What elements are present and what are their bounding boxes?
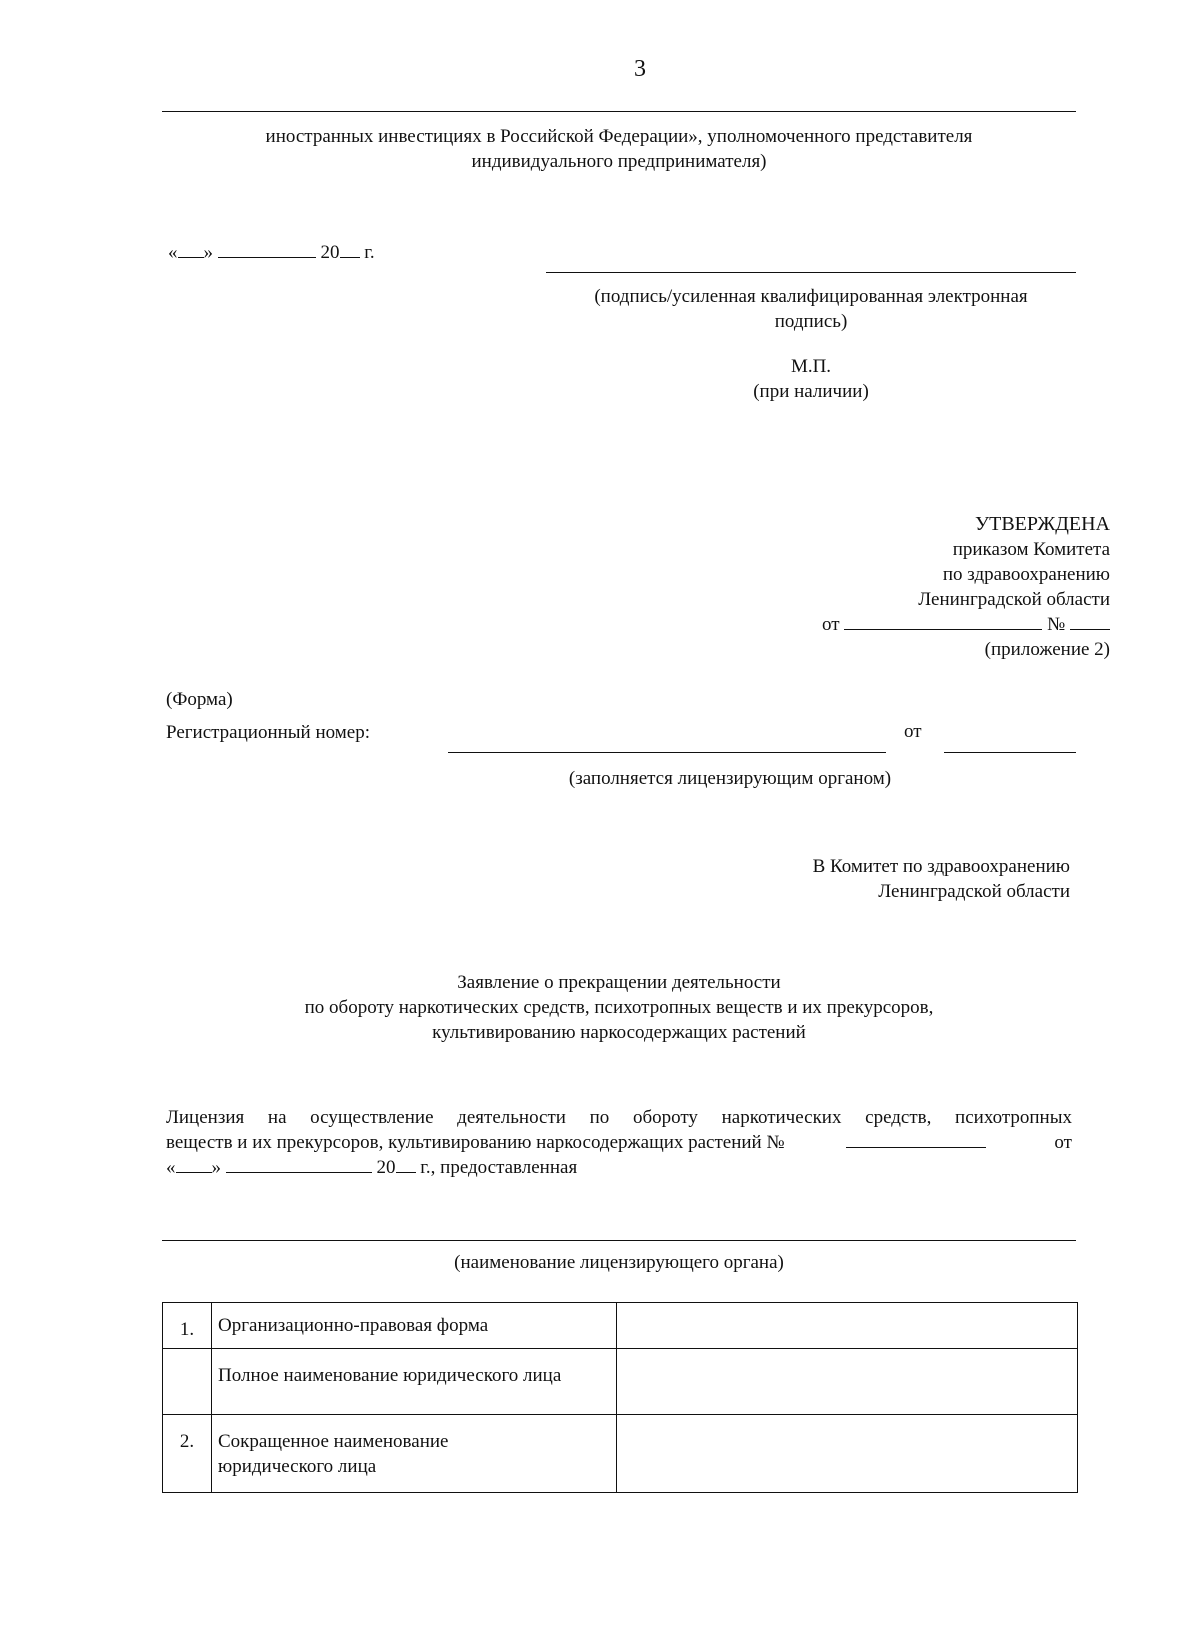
row-label-text: Полное наименование юридического лица — [218, 1365, 562, 1386]
approval-from-line — [760, 612, 1110, 637]
date-month-blank[interactable] — [218, 240, 316, 258]
row-label — [212, 1415, 617, 1493]
row-value-field[interactable] — [617, 1415, 1078, 1493]
authority-caption: (наименование лицензирующего органа) — [454, 1252, 784, 1273]
stamp-label: М.П. — [790, 356, 832, 377]
table-row — [163, 1303, 1078, 1349]
license-number-blank[interactable] — [846, 1130, 986, 1148]
license-year-prefix: 20 — [376, 1157, 396, 1178]
license-quote-open: « — [166, 1157, 176, 1178]
row-number: 2. — [163, 1415, 212, 1493]
date-line — [168, 240, 468, 265]
license-line-1: Лицензия на осуществление деятельности по обороту наркотических средств, психотропных — [166, 1107, 1072, 1128]
row-label-text: Сокращенное наименование юридического лица — [218, 1431, 449, 1477]
row-label — [212, 1303, 617, 1349]
header-rule — [162, 111, 1076, 112]
approval-number-blank[interactable] — [1070, 612, 1110, 630]
date-quote-open: « — [168, 242, 178, 263]
stamp-block — [696, 354, 926, 404]
row-value-field[interactable] — [617, 1349, 1078, 1415]
addressee-line-1: В Комитет по здравоохранению — [812, 856, 1070, 877]
signature-line[interactable] — [546, 272, 1076, 273]
approval-number-label: № — [1047, 614, 1066, 635]
row-label-text: Организационно-правовая форма — [218, 1315, 489, 1336]
title-line-1: Заявление о прекращении деятельности — [457, 972, 781, 993]
license-quote-close: » — [211, 1157, 221, 1178]
reg-from-label: от — [904, 721, 922, 742]
document-title — [162, 970, 1076, 1045]
license-year-blank[interactable] — [396, 1155, 416, 1173]
title-line-2: по обороту наркотических средств, психотропных веществ и их прекурсоров, — [304, 997, 934, 1018]
addressee-block — [700, 854, 1070, 904]
signature-caption-line-2: подпись) — [774, 311, 848, 332]
license-line-3-suffix: г., предоставленная — [420, 1157, 578, 1178]
continuation-line-2: индивидуального предпринимателя) — [471, 151, 767, 172]
license-paragraph — [166, 1105, 1072, 1180]
row-value-field[interactable] — [617, 1303, 1078, 1349]
reg-caption: (заполняется лицензирующим органом) — [568, 768, 892, 789]
approval-date-blank[interactable] — [844, 612, 1042, 630]
date-year-suffix: г. — [364, 242, 375, 263]
continuation-text — [162, 124, 1076, 174]
reg-number-label: Регистрационный номер: — [166, 722, 371, 743]
license-line-2-text: веществ и их прекурсоров, культивированию наркосодержащих растений № — [166, 1132, 785, 1153]
approval-heading: УТВЕРЖДЕНА — [974, 513, 1110, 535]
form-label: (Форма) — [166, 689, 233, 710]
approval-appendix: (приложение 2) — [984, 639, 1110, 660]
date-day-blank[interactable] — [178, 240, 204, 258]
signature-caption — [546, 284, 1076, 334]
title-line-3: культивированию наркосодержащих растений — [432, 1022, 806, 1043]
approval-line-2: по здравоохранению — [942, 564, 1110, 585]
date-quote-close: » — [203, 242, 213, 263]
table-row — [163, 1349, 1078, 1415]
approval-line-1: приказом Комитета — [952, 539, 1110, 560]
application-table — [162, 1302, 1078, 1493]
page-number: 3 — [634, 56, 646, 82]
license-line-3 — [166, 1155, 1072, 1180]
date-year-blank[interactable] — [340, 240, 360, 258]
authority-line[interactable] — [162, 1240, 1076, 1241]
table-row — [163, 1415, 1078, 1493]
row-label — [212, 1349, 617, 1415]
approval-block — [760, 512, 1110, 662]
license-from-label: от — [1054, 1132, 1072, 1153]
continuation-line-1: иностранных инвестициях в Российской Федерации», уполномоченного представителя — [265, 126, 973, 147]
signature-caption-line-1: (подпись/усиленная квалифицированная электронная — [594, 286, 1028, 307]
date-year-prefix: 20 — [320, 242, 340, 263]
stamp-note: (при наличии) — [753, 381, 869, 402]
addressee-line-2: Ленинградской области — [878, 881, 1070, 902]
reg-number-blank[interactable] — [448, 752, 886, 753]
license-month-blank[interactable] — [226, 1155, 372, 1173]
license-day-blank[interactable] — [176, 1155, 212, 1173]
approval-line-3: Ленинградской области — [918, 589, 1110, 610]
approval-from-label: от — [822, 614, 840, 635]
reg-date-blank[interactable] — [944, 752, 1076, 753]
row-number — [163, 1349, 212, 1415]
row-number: 1. — [163, 1303, 212, 1349]
license-line-2 — [166, 1130, 1072, 1155]
